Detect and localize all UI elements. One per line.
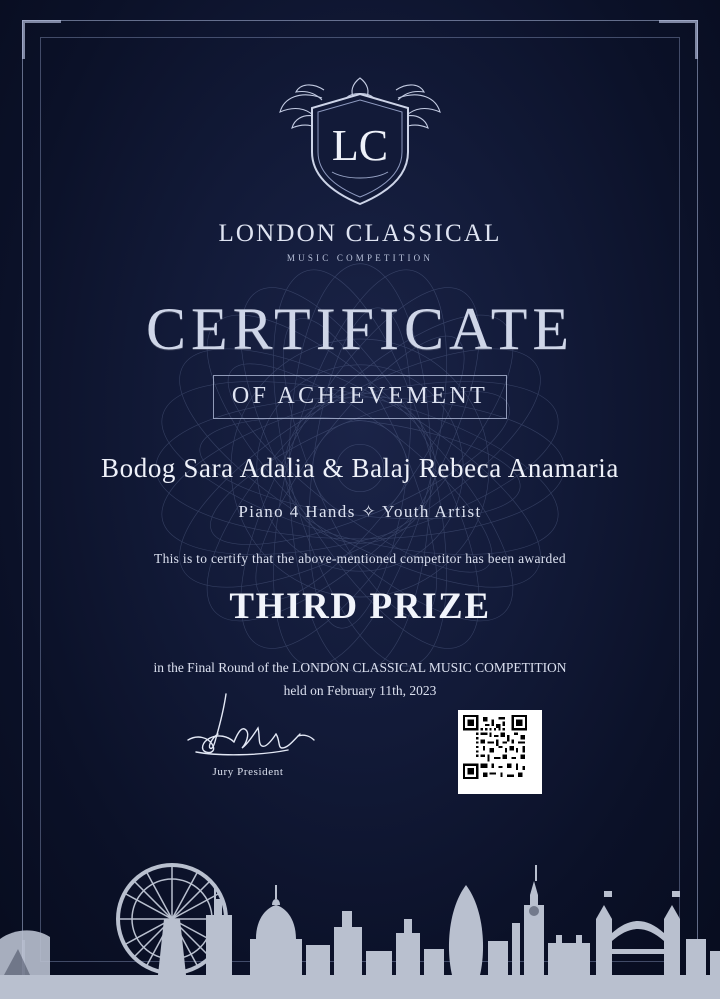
date-line: held on February 11th, 2023 [283,683,437,698]
prize-award: THIRD PRIZE [229,586,491,627]
certification-statement: This is to certify that the above-mentioned competitor has been awarded [154,551,566,566]
signature-area [0,690,720,810]
qr-code-image [463,715,527,779]
organization-name: LONDON CLASSICAL [218,220,502,247]
london-skyline-silhouette [0,799,720,999]
crest-monogram: LC [331,121,389,170]
certificate-subtitle: OF ACHIEVEMENT [231,383,489,409]
certificate-subtitle-box [213,375,507,419]
organization-crest [260,0,460,208]
round-line: in the Final Round of the LONDON CLASSICAL MUSIC COMPETITION [153,660,567,675]
recipient-name: Bodog Sara Adalia & Balaj Rebeca Anamaria [101,453,619,483]
jury-president-signature [168,690,328,764]
certificate-title: CERTIFICATE [145,296,575,362]
organization-subtitle: MUSIC COMPETITION [286,253,434,263]
competition-category: Piano 4 Hands ✧ Youth Artist [238,502,482,521]
shield-crest-icon [260,68,460,218]
signature-label: Jury President [212,766,284,778]
qr-code[interactable] [458,710,542,794]
